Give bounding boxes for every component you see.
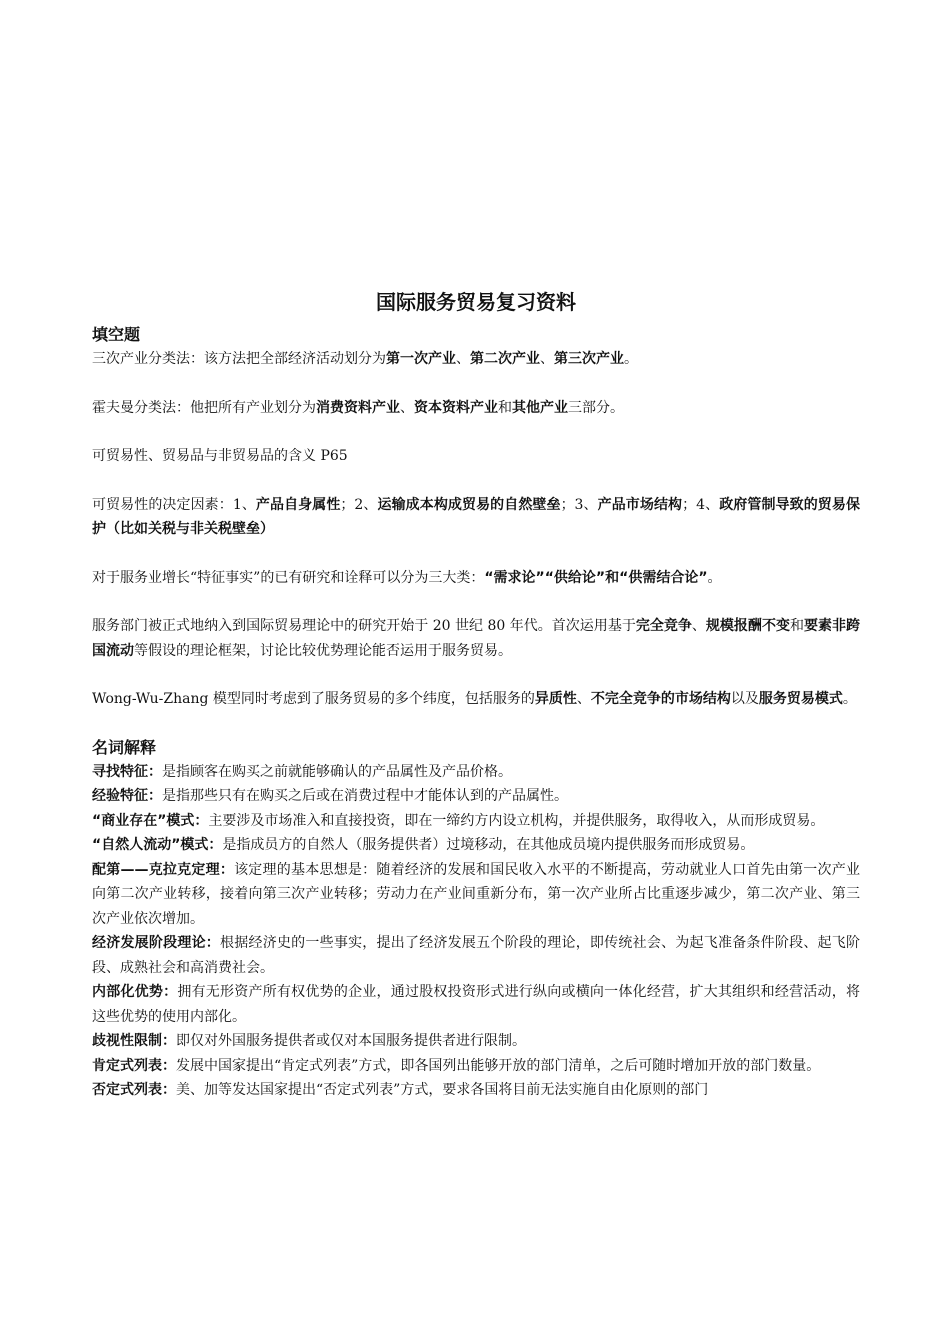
text-span: 、 <box>540 351 554 367</box>
definition-text: 主要涉及市场准入和直接投资，即在一缔约方内设立机构，并提供服务，取得收入，从而形成贸易。 <box>208 812 825 829</box>
bold-term: 第二次产业 <box>470 351 540 367</box>
text-span: 三次产业分类法：该方法把全部经济活动划分为 <box>92 351 386 367</box>
text-span: 和 <box>498 399 512 416</box>
paragraph <box>92 614 860 663</box>
bold-term: 第一次产业 <box>386 351 456 367</box>
text-span: 可贸易性的决定因素：1、 <box>92 496 256 513</box>
paragraph <box>92 493 860 542</box>
text-span: 服务部门被正式地纳入到国际贸易理论中的研究开始于 20 世纪 80 年代。首次运用基于 <box>92 618 636 634</box>
definition-item <box>92 760 860 785</box>
definition-item <box>92 1054 860 1079</box>
definition-term: 配第——克拉克定理： <box>92 861 235 878</box>
text-span: 可贸易性、贸易品与非贸易品的含义 P65 <box>92 448 348 464</box>
text-span: 。 <box>707 569 722 586</box>
definition-term: 寻找特征： <box>92 763 162 780</box>
bold-term: 消费资料产业 <box>316 399 400 416</box>
paragraph <box>92 347 860 372</box>
definition-text: 拥有无形资产所有权优势的企业，通过股权投资形式进行纵向或横向一体化经营，扩大其组织和经营活动，将这些优势的使用内部化。 <box>92 984 860 1025</box>
section-heading-fill-in: 填空题 <box>92 325 141 344</box>
definition-item <box>92 980 860 1029</box>
definition-item <box>92 833 860 858</box>
definition-term: “商业存在”模式： <box>92 812 209 829</box>
text-span: ；2、 <box>340 496 378 513</box>
text-span: 、 <box>456 351 470 367</box>
definition-item <box>92 858 860 932</box>
text-span: ；4、 <box>682 496 720 513</box>
definition-term: 歧视性限制： <box>92 1033 176 1049</box>
text-span: 对于服务业增长“特征事实”的已有研究和诠释可以分为三大类： <box>92 569 485 586</box>
text-span: 、 <box>691 618 706 634</box>
definition-term: 内部化优势： <box>92 984 178 1000</box>
definition-term: 经验特征： <box>92 788 162 804</box>
document-page <box>92 287 860 1103</box>
document-title: 国际服务贸易复习资料 <box>376 290 576 314</box>
definition-item <box>92 931 860 980</box>
definition-text: 即仅对外国服务提供者或仅对本国服务提供者进行限制。 <box>176 1033 526 1049</box>
text-span: 和 <box>789 618 804 634</box>
definition-text: 是指顾客在购买之前就能够确认的产品属性及产品价格。 <box>162 763 512 780</box>
definition-item <box>92 1029 860 1054</box>
bold-term: 其他产业 <box>512 399 568 416</box>
bold-term: 产品市场结构 <box>597 496 683 513</box>
text-span: 。 <box>842 691 857 707</box>
bold-term: 完全竞争 <box>635 618 692 634</box>
definition-item <box>92 784 860 809</box>
definition-term: “自然人流动”模式： <box>92 837 223 853</box>
definition-term: 否定式列表： <box>92 1082 176 1098</box>
text-span: 、 <box>576 691 591 707</box>
bold-term: 第三次产业 <box>554 351 624 367</box>
bold-term: 产品自身属性 <box>255 496 341 513</box>
text-span: 、 <box>400 399 414 416</box>
bold-term: 政府管制导致的贸易保护（比如关税与非关税壁垒） <box>92 496 860 537</box>
definition-text: 是指成员方的自然人（服务提供者）过境移动，在其他成员境内提供服务而形成贸易。 <box>222 837 755 853</box>
bold-term: 服务贸易模式 <box>758 691 843 707</box>
paragraph <box>92 396 860 421</box>
bold-term: 资本资料产业 <box>414 399 498 416</box>
text-span: 。 <box>624 351 638 367</box>
paragraph <box>92 566 860 591</box>
text-span: 以及 <box>730 691 759 707</box>
text-span: ；3、 <box>560 496 598 513</box>
definition-text: 该定理的基本思想是：随着经济的发展和国民收入水平的不断提高，劳动就业人口首先由第一次产业向第二次产业转移，接着向第三次产业转移；劳动力在产业间重新分布，第一次产业所占比重逐步减少，第二次产业、第三次产业依次增加。 <box>92 861 860 927</box>
bold-term: “需求论”“供给论”和“供需结合论” <box>484 569 708 586</box>
paragraph <box>92 444 860 469</box>
bold-term: 不完全竞争的市场结构 <box>590 691 731 707</box>
paragraph <box>92 687 860 712</box>
bold-term: 运输成本构成贸易的自然壁垒 <box>377 496 561 513</box>
text-span: 三部分。 <box>568 399 624 416</box>
definition-term: 经济发展阶段理论： <box>92 935 221 951</box>
section-heading-definitions: 名词解释 <box>92 737 157 757</box>
definition-term: 肯定式列表： <box>92 1057 176 1074</box>
definition-text: 发展中国家提出“肯定式列表”方式，即各国列出能够开放的部门清单，之后可随时增加开放的部门数量。 <box>176 1057 821 1074</box>
definition-item <box>92 1078 860 1103</box>
definition-text: 美、加等发达国家提出“否定式列表”方式，要求各国将目前无法实施自由化原则的部门 <box>176 1082 709 1098</box>
bold-term: 要素非跨国流动 <box>92 618 861 659</box>
text-span: 等假设的理论框架，讨论比较优势理论能否运用于服务贸易。 <box>134 642 512 659</box>
definition-item <box>92 809 860 834</box>
text-span: 霍夫曼分类法：他把所有产业划分为 <box>92 399 316 416</box>
text-span: Wong-Wu-Zhang 模型同时考虑到了服务贸易的多个纬度，包括服务的 <box>92 691 535 707</box>
bold-term: 规模报酬不变 <box>705 618 790 634</box>
definition-text: 根据经济史的一些事实，提出了经济发展五个阶段的理论，即传统社会、为起飞准备条件阶段、起飞阶段、成熟社会和高消费社会。 <box>92 935 861 976</box>
definition-text: 是指那些只有在购买之后或在消费过程中才能体认到的产品属性。 <box>162 788 568 804</box>
bold-term: 异质性 <box>534 691 577 707</box>
